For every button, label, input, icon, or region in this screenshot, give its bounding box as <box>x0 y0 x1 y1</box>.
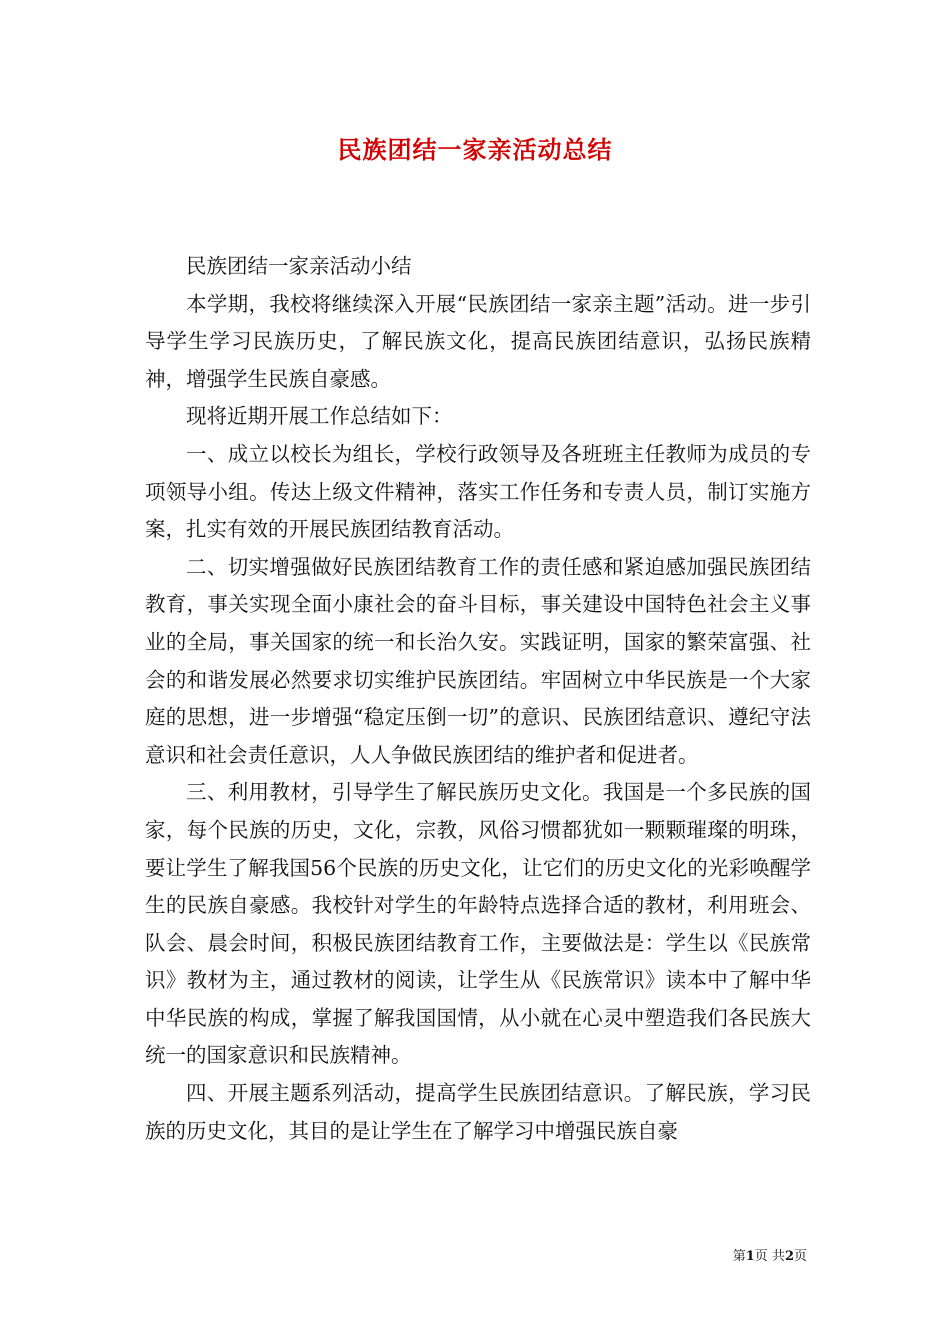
paragraph-section-3: 三、利用教材，引导学生了解民族历史文化。我国是一个多民族的国家，每个民族的历史，文化，宗教，风俗习惯都犹如一颗颗璀璨的明珠，要让学生了解我国56个民族的历史文化，让它们的历史文化的光彩唤醒学生的民族自豪感。我校针对学生的年龄特点选择合适的教材，利用班会、队会、晨会时间，积极民族团结教育工作，主要做法是：学生以《民族常识》教材为主，通过教材的阅读，让学生从《民族常识》读本中了解中华中华民族的构成，掌握了解我国国情，从小就在心灵中塑造我们各民族大统一的国家意识和民族精神。 <box>145 780 811 1068</box>
document-body <box>145 248 811 1150</box>
footer-suffix: 页 <box>793 1249 807 1264</box>
paragraph-section-1: 一、成立以校长为组长，学校行政领导及各班班主任教师为成员的专项领导小组。传达上级文件精神，落实工作任务和专责人员，制订实施方案，扎实有效的开展民族团结教育活动。 <box>145 441 811 542</box>
footer-prefix: 第 <box>732 1249 746 1264</box>
footer-total-pages: 2 <box>784 1249 794 1264</box>
document-title: 民族团结一家亲活动总结 <box>337 135 613 164</box>
footer-current-page: 1 <box>745 1249 755 1264</box>
paragraph-subtitle: 民族团结一家亲活动小结 <box>186 254 412 278</box>
page-footer <box>0 1248 807 1266</box>
paragraph-summary-lead: 现将近期开展工作总结如下： <box>186 404 453 429</box>
footer-middle: 页 共 <box>754 1249 785 1264</box>
paragraph-section-4: 四、开展主题系列活动，提高学生民族团结意识。了解民族，学习民族的历史文化，其目的是让学生在了解学习中增强民族自豪 <box>145 1081 811 1143</box>
paragraph-section-2: 二、切实增强做好民族团结教育工作的责任感和紧迫感加强民族团结教育，事关实现全面小康社会的奋斗目标，事关建设中国特色社会主义事业的全局，事关国家的统一和长治久安。实践证明，国家的繁荣富强、社会的和谐发展必然要求切实维护民族团结。牢固树立中华民族是一个大家庭的思想，进一步增强“稳定压倒一切”的意识、民族团结意识、遵纪守法意识和社会责任意识，人人争做民族团结的维护者和促进者。 <box>145 554 811 767</box>
paragraph-intro: 本学期，我校将继续深入开展“民族团结一家亲主题”活动。进一步引导学生学习民族历史，了解民族文化，提高民族团结意识，弘扬民族精神，增强学生民族自豪感。 <box>145 291 811 391</box>
